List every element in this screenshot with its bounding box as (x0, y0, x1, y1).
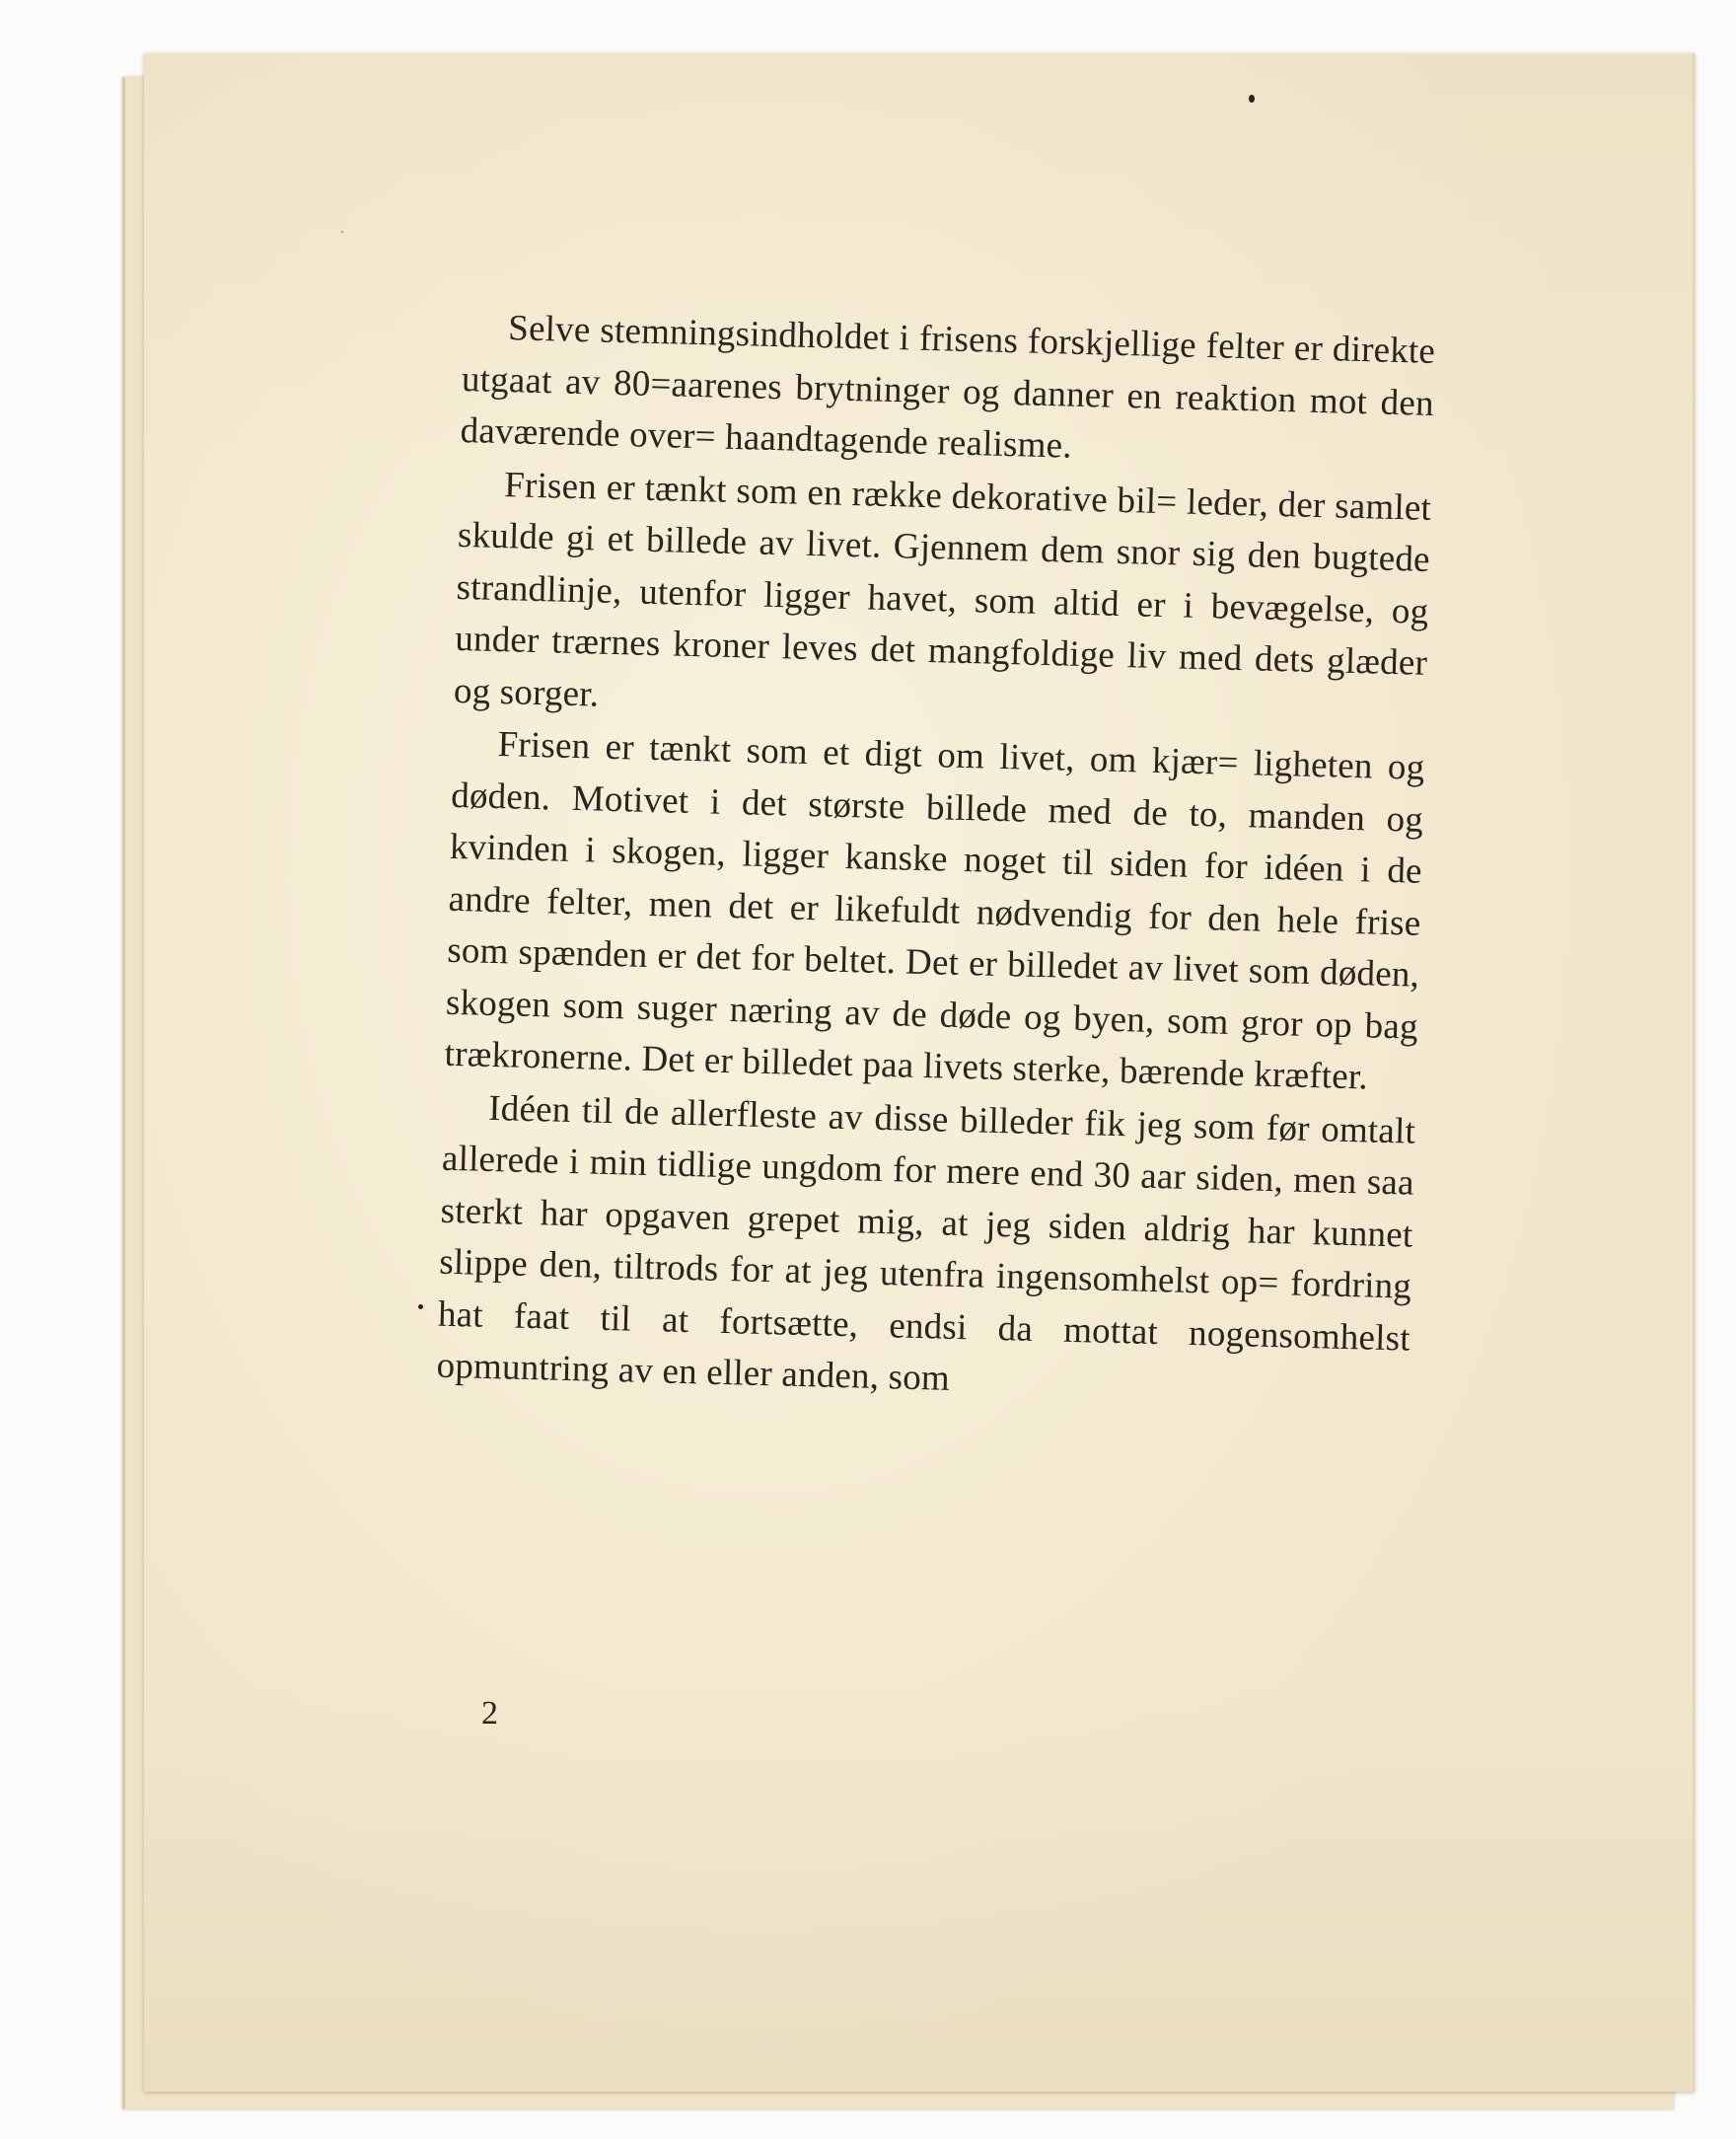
paper-speck (1249, 95, 1255, 103)
paragraph-1: Selve stemningsindholdet i frisens forskjellige felter er direkte utgaat av 80=aarenes brytninger og danner en reaktion mot den daværende over= haandtagende realisme. (460, 308, 1436, 467)
paragraph-3: Frisen er tænkt som et digt om livet, om kjær= ligheten og døden. Motivet i det største billede med de to, manden og kvinden i skogen, ligger kanske noget til siden for idéen i de andre felter, men det er likefuldt nødvendig for den hele frise som spænden er det for beltet. Det er billedet av livet som døden, skogen som suger næring av de døde og byen, som gror op bag trækronerne. Det er billedet paa livets sterke, bærende kræfter. (444, 724, 1425, 1098)
page-number: 2 (481, 1695, 498, 1732)
paragraph-4: Idéen til de allerfleste av disse billeder fik jeg som før omtalt allerede i min tidlige ungdom for mere end 30 aar siden, men saa sterkt har opgaven grepet mig, at jeg siden aldrig har kunnet slippe den, tiltrods for at jeg utenfra ingensomhelst op= fordring hat faat til at fortsætte, endsi da mottat nogensomhelst opmuntring av en eller anden, som (436, 1087, 1416, 1399)
body-text (436, 302, 1436, 1418)
paper-speck (418, 1304, 423, 1309)
paragraph-2: Frisen er tænkt som en række dekorative bil= leder, der samlet skulde gi et billede av livet. Gjennem dem snor sig den bugtede strandlinje, utenfor ligger havet, som altid er i bevægelse, og under trærnes kroner leves det mangfoldige liv med dets glæder og sorger. (453, 464, 1432, 715)
paper-speck (341, 231, 343, 233)
